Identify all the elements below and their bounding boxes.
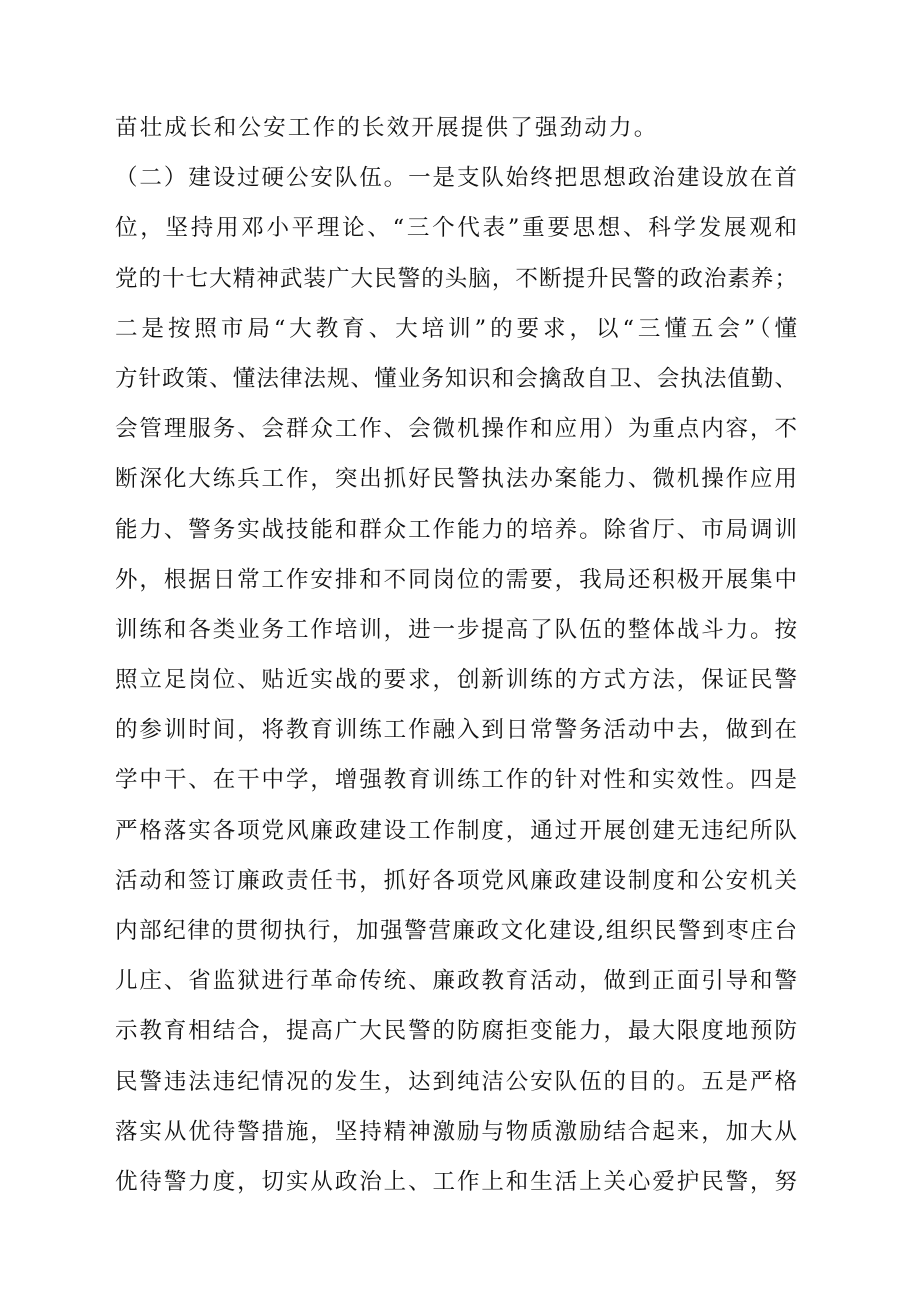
text-line: 苗壮成长和公安工作的长效开展提供了强劲动力。	[115, 115, 659, 141]
text-line: 照立足岗位、贴近实战的要求，创新训练的方式方法，保证民警	[115, 667, 797, 694]
text-line: 示教育相结合，提高广大民警的防腐拒变能力，最大限度地预防	[115, 1018, 797, 1045]
text-line: 外，根据日常工作安排和不同岗位的需要，我局还积极开展集中	[115, 566, 797, 593]
text-line: 民警违法违纪情况的发生，达到纯洁公安队伍的目的。五是严格	[115, 1068, 797, 1095]
text-line: 严格落实各项党风廉政建设工作制度，通过开展创建无违纪所队	[115, 817, 797, 844]
document-body	[115, 103, 797, 1207]
text-line: 方针政策、懂法律法规、懂业务知识和会擒敌自卫、会执法值勤、	[115, 365, 797, 392]
text-line: 儿庄、省监狱进行革命传统、廉政教育活动，做到正面引导和警	[115, 968, 797, 995]
text-line: （二）建设过硬公安队伍。一是支队始终把思想政治建设放在首	[115, 165, 797, 192]
text-line: 内部纪律的贯彻执行，加强警营廉政文化建设,组织民警到枣庄台	[115, 918, 797, 944]
text-line: 活动和签订廉政责任书，抓好各项党风廉政建设制度和公安机关	[115, 867, 797, 894]
text-line: 断深化大练兵工作，突出抓好民警执法办案能力、微机操作应用	[115, 466, 797, 493]
text-line: 二是按照市局“大教育、大培训”的要求，以“三懂五会”（懂	[115, 315, 797, 342]
text-line: 会管理服务、会群众工作、会微机操作和应用）为重点内容，不	[115, 416, 797, 443]
text-line: 落实从优待警措施，坚持精神激励与物质激励结合起来，加大从	[115, 1118, 797, 1145]
text-line: 位，坚持用邓小平理论、“三个代表”重要思想、科学发展观和	[115, 215, 797, 242]
text-line: 学中干、在干中学，增强教育训练工作的针对性和实效性。四是	[115, 767, 797, 794]
text-line: 能力、警务实战技能和群众工作能力的培养。除省厅、市局调训	[115, 516, 797, 543]
text-line: 党的十七大精神武装广大民警的头脑，不断提升民警的政治素养；	[115, 265, 797, 292]
text-line: 训练和各类业务工作培训，进一步提高了队伍的整体战斗力。按	[115, 616, 797, 643]
text-line: 优待警力度，切实从政治上、工作上和生活上关心爱护民警，努	[115, 1168, 797, 1195]
text-line: 的参训时间，将教育训练工作融入到日常警务活动中去，做到在	[115, 717, 797, 744]
